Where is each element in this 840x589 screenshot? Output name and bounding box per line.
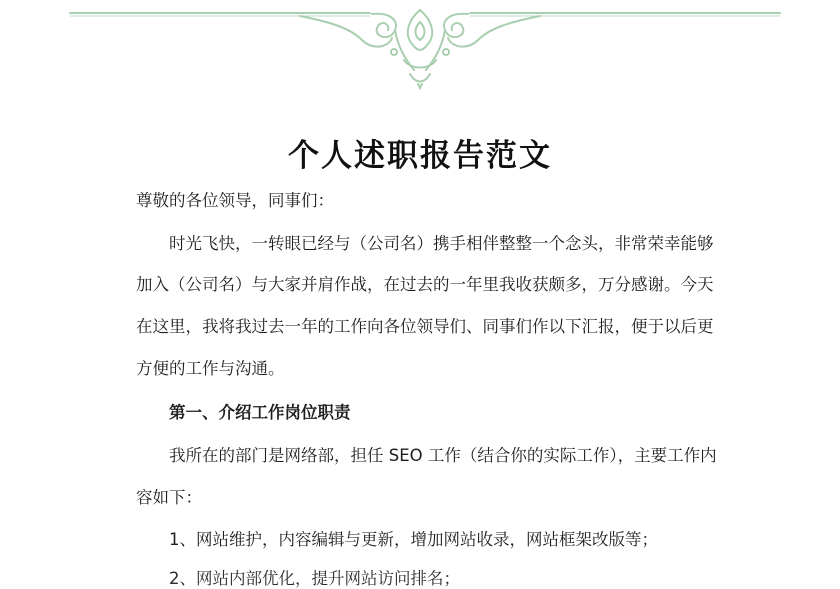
list-item-1: 1、网站维护，内容编辑与更新，增加网站收录，网站框架改版等； (169, 530, 658, 549)
decorative-header-ornament (0, 0, 840, 100)
paragraph2-line2: 容如下： (136, 488, 202, 507)
document-title: 个人述职报告范文 (288, 138, 552, 174)
list-item-2-partial: 2、网站内部优化，提升网站访问排名； (169, 569, 460, 588)
salutation: 尊敬的各位领导，同事们： (136, 191, 334, 210)
paragraph1-line4: 方便的工作与沟通。 (136, 359, 285, 378)
paragraph1-line1: 时光飞快，一转眼已经与（公司名）携手相伴整整一个念头，非常荣幸能够 (169, 234, 714, 253)
section-heading: 第一、介绍工作岗位职责 (169, 403, 351, 422)
paragraph1-line3: 在这里，我将我过去一年的工作向各位领导们、同事们作以下汇报，便于以后更 (136, 317, 714, 336)
paragraph1-line2: 加入（公司名）与大家并肩作战，在过去的一年里我收获颇多，万分感谢。今天 (136, 275, 714, 294)
paragraph2-line1: 我所在的部门是网络部，担任 SEO 工作（结合你的实际工作），主要工作内 (169, 446, 717, 465)
